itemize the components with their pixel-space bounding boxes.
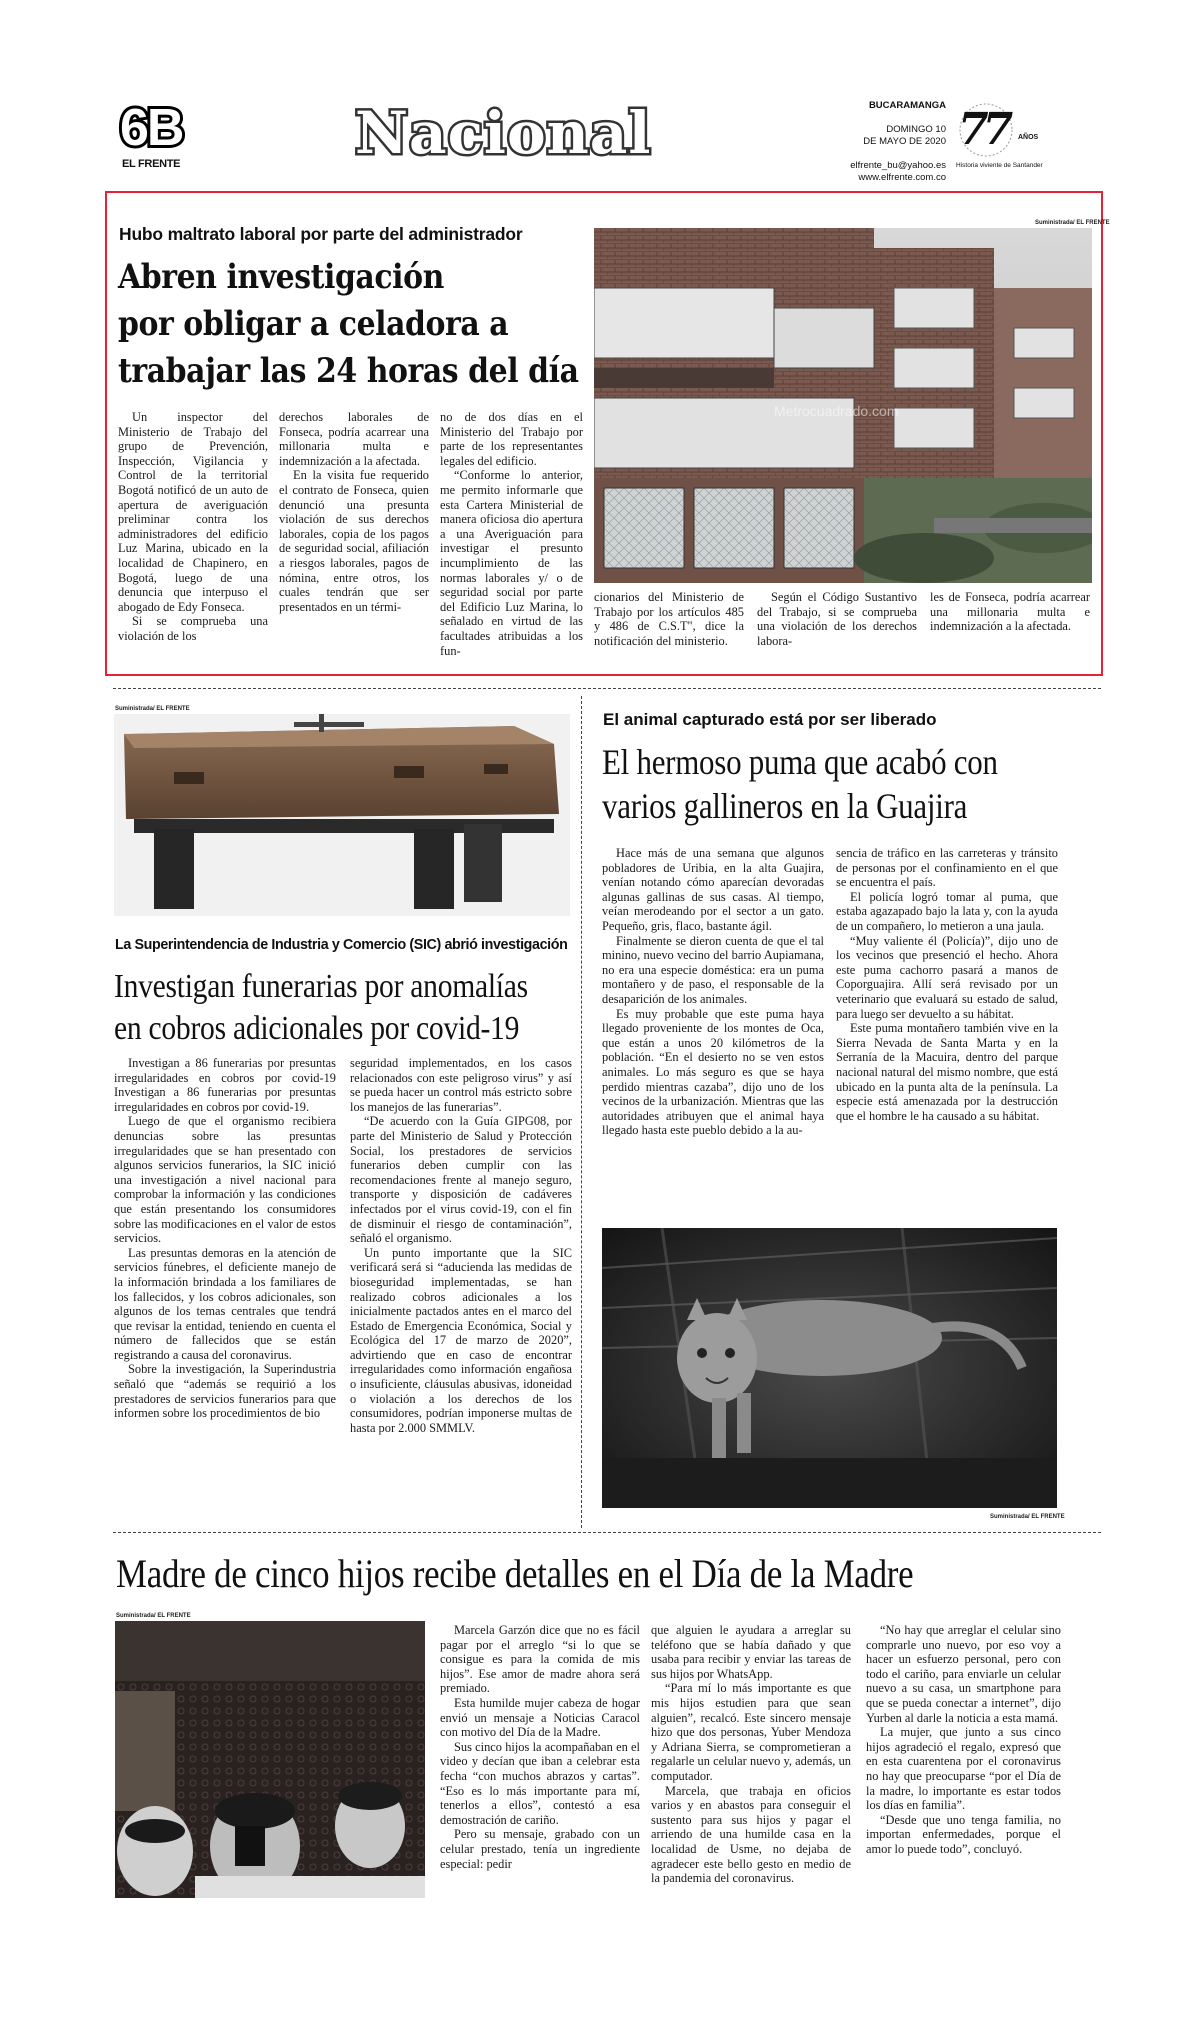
section-title: Nacional	[355, 99, 652, 167]
article1-kicker: Hubo maltrato laboral por parte del administrador	[119, 224, 523, 244]
article2-col2	[350, 1056, 572, 1435]
article4-col1-p1: Marcela Garzón dice que no es fácil pagar por el arreglo “si lo que se consigue es para la comida de mis hijos”. Ese amor de madre ahora será premiado.	[440, 1623, 640, 1696]
paper-name: EL FRENTE	[122, 158, 181, 170]
article1-col2-p2: En la visita fue requerido el contrato de Fonseca, quien denunció una presunta violación de sus derechos laborales, copia de los pagos de seguridad social, afiliación a riesgos laborales, pagos de nómina, entre otros, los cuales tendrán que ser presentados en un térmi-	[279, 468, 429, 614]
article1-headline	[118, 254, 579, 395]
puma-photo	[602, 1228, 1057, 1508]
article3-col2-p3: “Muy valiente él (Policía)”, dijo uno de los vecinos que presenció el hecho. Ahora este puma cachorro pasará a manos de Coporguajira. Allí será revisado por un veterinario que evaluará su estado de salud, para luego ser devuelto a su hábitat.	[836, 933, 1058, 1021]
anniversary-number: 77	[958, 104, 1008, 155]
article1-col3-p2: “Conforme lo anterior, me permito informarle que esta Cartera Ministerial de manera oficiosa dio apertura a una Averiguación para investigar el presunto incumplimiento de las normas laborales y/ o de seguridad social por parte del Edificio Luz Marina, lo señalado en virtud de las facultades atribuidas a los fun-	[440, 468, 583, 658]
article2-photo-credit: Suministrada/ EL FRENTE	[115, 706, 190, 712]
article3-col2-p4: Este puma montañero también vive en la Sierra Nevada de Santa Marta y en la Serranía de la Macuira, dentro del parque nacional natural del mismo nombre, que está ubicado en la punta alta de la península. La especie está amenazada por la destrucción que el hombre le ha causado a su hábitat.	[836, 1021, 1058, 1123]
separator-middle-vertical	[581, 696, 582, 1528]
article2-col1	[114, 1056, 336, 1421]
article3-headline-line1: El hermoso puma que acabó con	[602, 742, 998, 782]
article2-kicker: La Superintendencia de Industria y Comercio (SIC) abrió investigación	[115, 936, 568, 953]
building-photo	[594, 228, 1092, 583]
article1-headline-line3: trabajar las 24 horas del día	[118, 351, 579, 391]
article1-col3-p1: no de dos días en el Ministerio del Trabajo por parte de los representantes legales del edificio.	[440, 410, 583, 468]
article1-col4-p1: cionarios del Ministerio de Trabajo por los artículos 485 y 486 de C.S.T", dice la notificación del ministerio.	[594, 590, 744, 648]
article1-col5-p1: Según el Código Sustantivo del Trabajo, si se comprueba una violación de los derechos labora-	[757, 590, 917, 648]
article4-photo-credit: Suministrada/ EL FRENTE	[116, 1613, 191, 1619]
date-block	[818, 100, 946, 184]
puma-illustration	[602, 1228, 1057, 1508]
article1-headline-line2: por obligar a celadora a	[118, 304, 509, 344]
website-link[interactable]: www.elfrente.com.co	[858, 172, 946, 183]
article1-col6	[930, 590, 1090, 634]
article4-col2	[651, 1623, 851, 1886]
article4-col3-p3: “Desde que uno tenga familia, no importan enfermedades, porque el amor lo puede todo”, concluyó.	[866, 1812, 1061, 1856]
coffin-illustration	[114, 714, 570, 916]
article3-col2-p2: El policía logró tomar al puma, que estaba agazapado bajo la lata y, con la ayuda de un compañero, lo metieron a una jaula.	[836, 889, 1058, 933]
article2-headline-line2: en cobros adicionales por covid-19	[114, 1010, 520, 1047]
article2-headline	[114, 966, 528, 1050]
article3-photo-credit: Suministrada/ EL FRENTE	[990, 1514, 1065, 1520]
article2-headline-line1: Investigan funerarias por anomalías	[114, 968, 528, 1005]
article4-col2-p1: que alguien le ayudara a arreglar su teléfono que se había dañado y que usaba para recibir y enviar las tareas de sus hijos por WhatsApp.	[651, 1623, 851, 1681]
article2-col1-p4: Sobre la investigación, la Superindustria señaló que “además se requirió a los prestadores de servicios funerarios para que informen sobre los procedimientos de bio	[114, 1362, 336, 1421]
article4-col1-p3: Sus cinco hijos la acompañaban en el video y decían que iban a celebrar esta fecha “con muchos abrazos y cartas”. “Eso es lo más importante para mí, tenerlos a ellos”, contestó a esa demostración de cariño.	[440, 1739, 640, 1827]
article1-col1-p1: Un inspector del Ministerio de Trabajo del grupo de Prevención, Inspección, Vigilancia y Control de la territorial Bogotá notificó de un auto de apertura de averiguación preliminar contra los administradores del edificio Luz Marina, ubicado en la localidad de Chapinero, en Bogotá, luego de una denuncia que interpuso el abogado de Edy Fonseca.	[118, 410, 268, 614]
article1-col3	[440, 410, 583, 658]
article4-col2-p2: “Para mí lo más importante es que mis hijos estudien para que sean alguien”, recalcó. Este sincero mensaje hizo que dos personas, Yuber Mendoza y Adriana Sierra, se comprometieran a regalarle un celular nuevo y, además, un computador.	[651, 1681, 851, 1783]
article1-col5	[757, 590, 917, 648]
article3-col1-p3: Es muy probable que este puma haya llegado proveniente de los montes de Oca, que están a unos 20 kilómetros de la población. “En el desierto no se ven estos animales. Lo más seguro es que se haya perdido mientras cazaba”, dijo uno de los vecinos de la urbanización. Mientras que las autoridades atribuyen que el animal haya llegado hasta este pueblo debido a la au-	[602, 1006, 824, 1138]
city: BUCARAMANGA	[868, 100, 946, 111]
anniversary-logo	[952, 102, 1060, 174]
article1-col6-p1: les de Fonseca, podría acarrear una millonaria multa e indemnización a la afectada.	[930, 590, 1090, 634]
article3-col1-p1: Hace más de una semana que algunos pobladores de Uribia, en la alta Guajira, venían notando cómo aparecían devoradas algunas gallinas de sus casas. Al tiempo, veían merodeando por el sector a un gato. Pequeño, gris, flaco, bastante ágil.	[602, 846, 824, 933]
article3-headline-line2: varios gallineros en la Guajira	[602, 786, 968, 826]
article1-col2-p1: derechos laborales de Fonseca, podría acarrear una millonaria multa e indemnización a la afectada.	[279, 410, 429, 468]
date-line2: DE MAYO DE 2020	[863, 136, 946, 147]
article1-col2	[279, 410, 429, 614]
email-link[interactable]: elfrente_bu@yahoo.es	[850, 160, 946, 171]
article4-col1-p2: Esta humilde mujer cabeza de hogar envió un mensaje a Noticias Caracol con motivo del Día de la Madre.	[440, 1695, 640, 1740]
article3-col2-p1: sencia de tráfico en las carreteras y tránsito de personas por el confinamiento en el que se encuentra el país.	[836, 846, 1058, 890]
article2-col2-p3: Un punto importante que la SIC verificará será si “aducienda las medidas de bioseguridad implementadas, se han realizado cobros adicionales a los inicialmente pactados antes en el marco del Estado de Emergencia Económica, Social y Ecológica del 17 de marzo de 2020”, advirtiendo que en caso de encontrar irregularidades como información engañosa o insuficiente, cláusulas abusivas, idoneidad o violación a los derechos de los consumidores, podrían imponerse multas de hasta por 2.000 SMMLV.	[350, 1245, 572, 1435]
article2-col1-p3: Las presuntas demoras en la atención de servicios fúnebres, el deficiente manejo de la información brindada a los familiares de los fallecidos, y los cobros adicionales, son algunos de los temas centrales que tendrá que revisar la entidad, teniendo en cuenta el número de fallecidos que se están registrando a causa del coronavirus.	[114, 1245, 336, 1362]
article4-col3-p1: “No hay que arreglar el celular sino comprarle uno nuevo, por eso voy a hacer un esfuerzo personal, pero con todo el cariño, para enviarle un celular nuevo a su casa, un smartphone para que se pueda conectar a internet”, dijo Yurben al darle la noticia a esta mamá.	[866, 1623, 1061, 1725]
article2-col2-p1: seguridad implementados, en los casos relacionados con este peligroso virus” y así se pueda hacer un control más estricto sobre los manejos de las funerarias”.	[350, 1056, 572, 1114]
article3-col1	[602, 846, 824, 1138]
page-number: 6B	[120, 99, 183, 157]
date-line1: DOMINGO 10	[886, 124, 946, 135]
article4-col3	[866, 1623, 1061, 1857]
article2-col1-p1: Investigan a 86 funerarias por presuntas irregularidades en cobros por covid-19 Investigan a 86 funerarias por presuntas irregularidades en cobros por covid-19.	[114, 1056, 336, 1114]
separator-top	[113, 688, 1101, 689]
article3-col1-p2: Finalmente se dieron cuenta de que el tal minino, nuevo vecino del barrio Aupiamana, no era una especie doméstica: era un puma montañero y de paso, el responsable de la desaparición de los animales.	[602, 933, 824, 1006]
separator-bottom	[113, 1532, 1101, 1533]
article4-col2-p3: Marcela, que trabaja en oficios varios y en abastos para conseguir el sustento para sus hijos y pagar el arriendo de una humilde casa en la localidad de Usme, no dejaba de agradecer este bello gesto en medio de la pandemia del coronavirus.	[651, 1783, 851, 1886]
article3-col2	[836, 846, 1058, 1123]
anniversary-tagline: Historia viviente de Santander	[956, 162, 1043, 169]
article4-headline: Madre de cinco hijos recibe detalles en el Día de la Madre	[116, 1551, 914, 1596]
photo-watermark: Metrocuadrado.com	[774, 403, 899, 419]
article3-kicker: El animal capturado está por ser liberado	[603, 710, 937, 729]
anniversary-word: AÑOS	[1018, 134, 1039, 141]
article2-col2-p2: “De acuerdo con la Guía GIPG08, por parte del Ministerio de Salud y Protección Social, los prestadores de servicios funerarios deben cumplir con las recomendaciones frente al manejo seguro, transporte y disposición de cadáveres infectados por el virus covid-19, con el fin de disminuir el riesgo de contaminación”, señaló el organismo.	[350, 1114, 572, 1246]
article4-col1	[440, 1623, 640, 1871]
article1-headline-line1: Abren investigación	[118, 257, 444, 297]
article4-col1-p4: Pero su mensaje, grabado con un celular prestado, tenía un ingrediente especial: pedir	[440, 1827, 640, 1871]
family-photo	[115, 1621, 425, 1898]
article2-col1-p2: Luego de que el organismo recibiera denuncias sobre las presuntas irregularidades que se han presentado con algunos servicios funerarios, la SIC inició una investigación a nivel nacional para comprobar la información y las condiciones que están presentando los consumidores sobre las modificaciones en el valor de estos servicios.	[114, 1114, 336, 1246]
article1-col1	[118, 410, 268, 644]
masthead	[0, 0, 1178, 183]
article1-col4	[594, 590, 744, 648]
family-illustration	[115, 1621, 425, 1898]
article1-photo-credit: Suministrada/ EL FRENTE	[1035, 220, 1110, 226]
article4-col3-p2: La mujer, que junto a sus cinco hijos agradeció el regalo, expresó que en esta cuarentena por el coronavirus no hay que preocuparse “por el Día de la madre, lo importante es estar todos los días en familia”.	[866, 1725, 1061, 1813]
article1-col1-p2: Si se comprueba una violación de los	[118, 614, 268, 643]
article3-headline	[602, 740, 998, 828]
coffin-photo	[114, 714, 570, 916]
